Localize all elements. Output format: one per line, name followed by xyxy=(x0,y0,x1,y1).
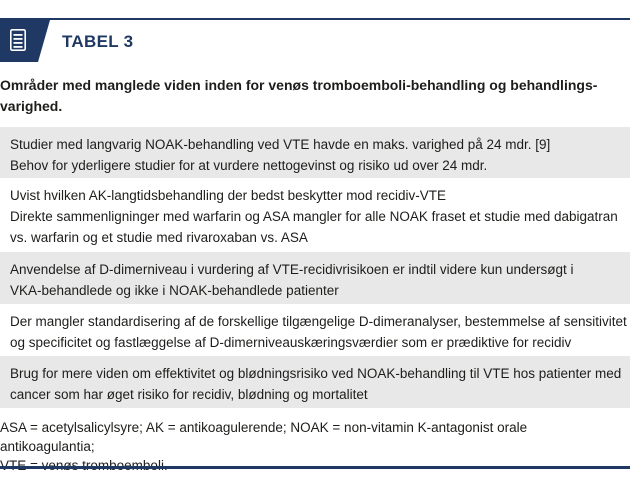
footnote-line: ASA = acetylsalicylsyre; AK = antikoagulerende; NOAK = non-vitamin K-antagonist orale antikoagulantia; xyxy=(0,420,528,454)
row-text: Direkte sammenligninger med warfarin og ASA mangler for alle NOAK fraset et studie med dabigatran xyxy=(10,209,618,224)
row-text: Brug for mere viden om effektivitet og blødningsrisiko ved NOAK-behandling til VTE hos patienter med xyxy=(10,366,622,381)
header-icon-block xyxy=(0,20,38,62)
caption-line: varighed. xyxy=(0,98,63,114)
table-header xyxy=(0,20,630,62)
table-title: TABEL 3 xyxy=(62,32,134,51)
bottom-rule xyxy=(0,466,630,469)
row-text: Studier med langvarig NOAK-behandling ved VTE havde en maks. varighed på 24 mdr. [9] xyxy=(10,137,551,152)
row-text: Anvendelse af D-dimerniveau i vurdering af VTE-recidivrisikoen er indtil videre kun undersøgt i xyxy=(10,262,574,277)
table-row xyxy=(0,127,630,178)
row-text: Behov for yderligere studier for at vurdere nettogevinst og risiko ud over 24 mdr. xyxy=(10,158,488,173)
row-text: cancer som har øget risiko for recidiv, blødning og mortalitet xyxy=(10,387,368,402)
row-text: Der mangler standardisering af de forskellige tilgængelige D-dimeranalyser, bestemmelse af sensitivitet xyxy=(10,314,627,329)
row-text: Uvist hvilken AK-langtidsbehandling der bedst beskytter mod recidiv-VTE xyxy=(10,188,446,203)
table-row xyxy=(0,178,630,252)
caption-line: Områder med manglede viden inden for venøs tromboemboli-behandling og behandlings- xyxy=(0,77,598,93)
table-caption xyxy=(0,75,610,117)
row-text: og specificitet og fastlæggelse af D-dimerniveauskæringsværdier som er prædiktive for recidiv xyxy=(10,335,572,350)
row-text: VKA-behandlede og ikke i NOAK-behandlede patienter xyxy=(10,283,339,298)
table-row xyxy=(0,356,630,408)
row-text: vs. warfarin og et studie med rivaroxaban vs. ASA xyxy=(10,230,308,245)
table-row xyxy=(0,252,630,304)
table-row xyxy=(0,304,630,356)
document-list-icon xyxy=(10,29,26,51)
